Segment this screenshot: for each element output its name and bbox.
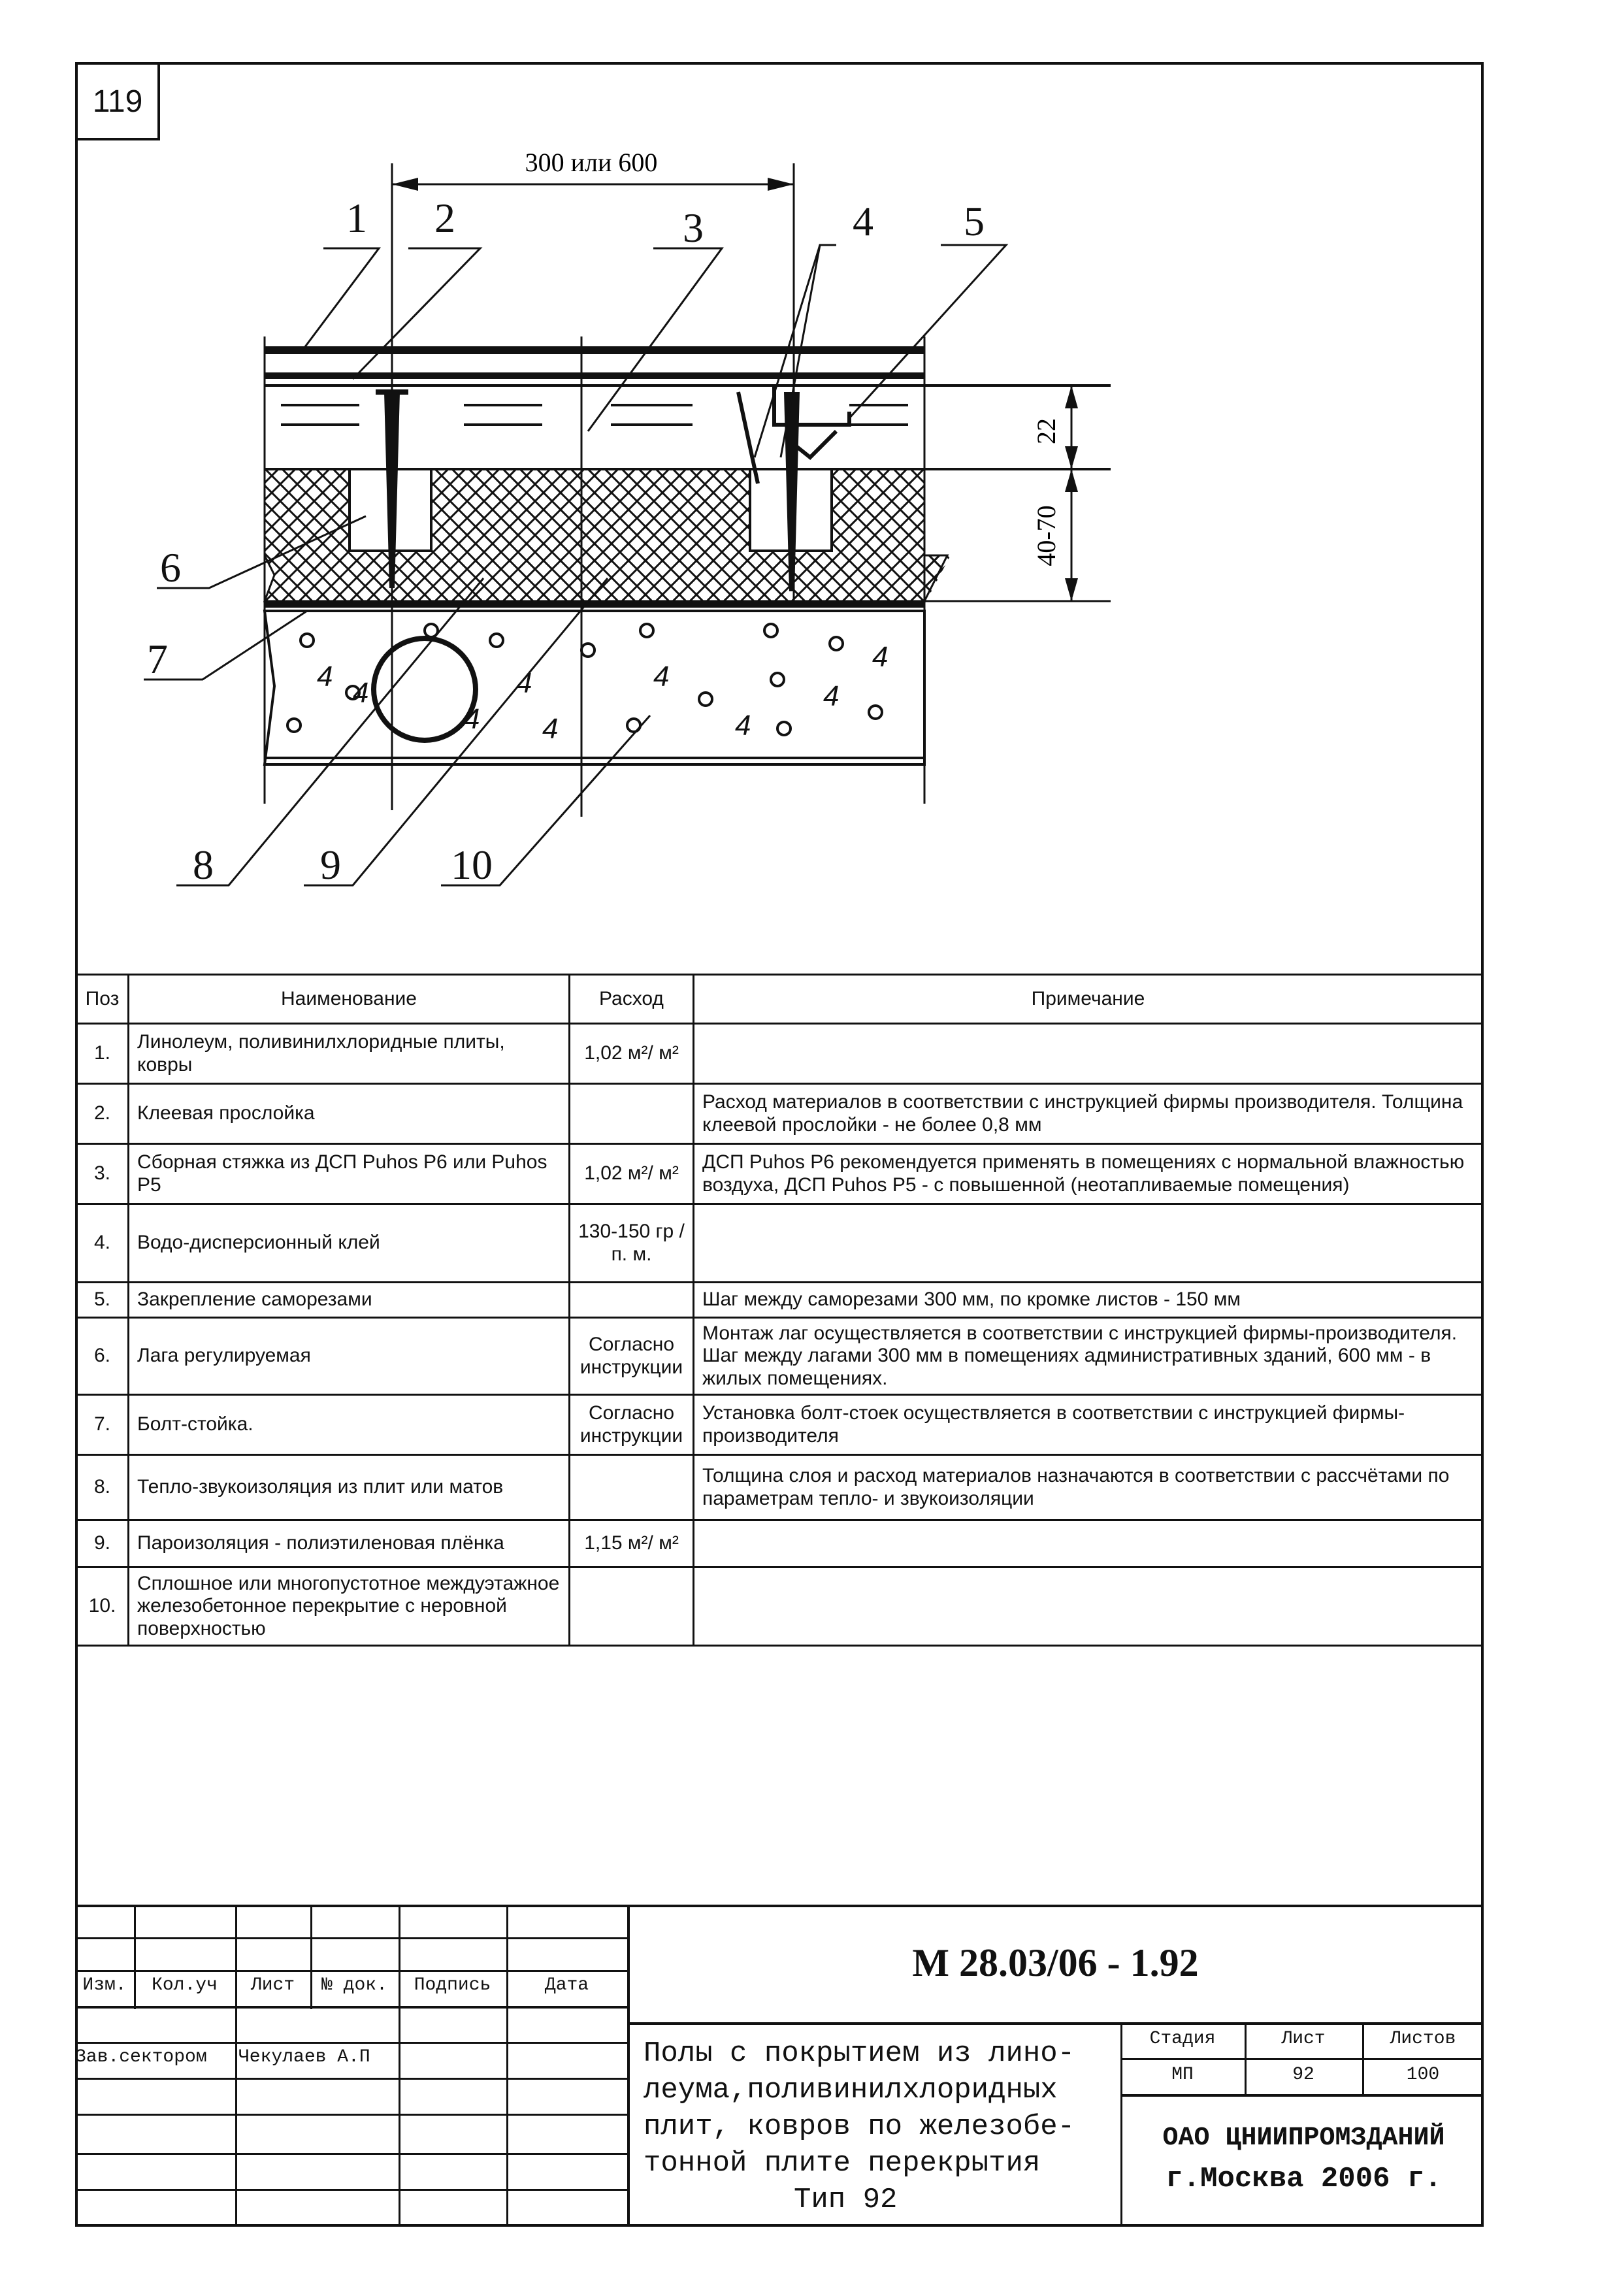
svg-text:4: 4 [542, 713, 559, 745]
sheet-number: 119 [75, 62, 160, 140]
header-note: Примечание [694, 975, 1483, 1024]
callout-1: 1 [346, 195, 367, 241]
row-rate [570, 1283, 694, 1318]
row-rate: 1,02 м²/ м² [570, 1144, 694, 1204]
sheets-value: 100 [1406, 2065, 1440, 2085]
row-rate: Согласно инструкции [570, 1318, 694, 1395]
dimension-40-70: 40-70 [1032, 505, 1061, 566]
row-note: Монтаж лаг осуществляется в соответствии с инструкцией фирмы-производителя. Шаг между лагами 300 мм в помещениях административных зданий, 600 мм - в жилых помещениях. [694, 1318, 1483, 1395]
title-line: тонной плите перекрытия [644, 2147, 1041, 2180]
col-date: Дата [544, 1975, 589, 1995]
row-pos: 8. [76, 1455, 129, 1520]
role-label: Зав.сектором [75, 2047, 207, 2067]
header-pos: Поз [76, 975, 129, 1024]
row-name: Лага регулируемая [129, 1318, 570, 1395]
row-rate: Согласно инструкции [570, 1395, 694, 1455]
col-list: Лист [250, 1975, 295, 1995]
row-pos: 5. [76, 1283, 129, 1318]
row-note: Установка болт-стоек осуществляется в соответствии с инструкцией фирмы-производителя [694, 1395, 1483, 1455]
col-kol-uch: Кол.уч [152, 1975, 218, 1995]
table-row [76, 1024, 1483, 1084]
stage-label: Стадия [1149, 2029, 1216, 2049]
row-rate: 130-150 гр /п. м. [570, 1204, 694, 1283]
svg-text:4: 4 [464, 703, 480, 735]
svg-text:4: 4 [872, 641, 889, 673]
document-title [644, 2035, 1120, 2218]
callout-10: 10 [451, 842, 493, 888]
col-izm: Изм. [82, 1975, 127, 1995]
table-row [76, 1318, 1483, 1395]
row-pos: 2. [76, 1084, 129, 1144]
svg-text:4: 4 [735, 710, 751, 742]
row-name: Тепло-звукоизоляция из плит или матов [129, 1455, 570, 1520]
row-pos: 3. [76, 1144, 129, 1204]
row-rate [570, 1084, 694, 1144]
title-block [75, 1905, 1484, 2227]
dimension-22: 22 [1032, 418, 1061, 444]
sheet-value: 92 [1292, 2065, 1314, 2085]
type-line: Тип 92 [794, 2184, 898, 2216]
header-name: Наименование [129, 975, 570, 1024]
svg-text:4: 4 [353, 677, 369, 709]
svg-text:4: 4 [653, 661, 670, 693]
row-note: ДСП Puhos P6 рекомендуется применять в помещениях с нормальной влажностью воздуха, ДСП Puhos P5 - с повышенной (неотапливаемые помещения) [694, 1144, 1483, 1204]
floor-section-drawing [0, 0, 1615, 974]
title-line: леума,поливинилхлоридных [644, 2074, 1058, 2107]
row-note: Расход материалов в соответствии с инструкцией фирмы производителя. Толщина клеевой прослойки - не более 0,8 мм [694, 1084, 1483, 1144]
dimension-top: 300 или 600 [525, 148, 658, 177]
row-note [694, 1567, 1483, 1646]
row-note [694, 1520, 1483, 1567]
row-rate: 1,15 м²/ м² [570, 1520, 694, 1567]
table-row [76, 1520, 1483, 1567]
row-pos: 4. [76, 1204, 129, 1283]
svg-text:4: 4 [516, 667, 532, 699]
row-name: Болт-стойка. [129, 1395, 570, 1455]
svg-text:4: 4 [823, 680, 840, 712]
row-name: Линолеум, поливинилхлоридные плиты, ковры [129, 1024, 570, 1084]
callout-6: 6 [160, 544, 181, 591]
col-doc: № док. [321, 1975, 387, 1995]
stage-value: МП [1171, 2065, 1194, 2085]
table-row [76, 1084, 1483, 1144]
svg-text:4: 4 [317, 661, 333, 693]
row-name: Клеевая прослойка [129, 1084, 570, 1144]
row-name: Сплошное или многопустотное междуэтажное железобетонное перекрытие с неровной поверхностью [129, 1567, 570, 1646]
sheets-label: Листов [1390, 2029, 1456, 2049]
table-row [76, 1144, 1483, 1204]
callout-5: 5 [964, 198, 985, 244]
title-line: Полы с покрытием из лино- [644, 2037, 1075, 2070]
header-rate: Расход [570, 975, 694, 1024]
callout-9: 9 [320, 842, 341, 888]
row-note: Шаг между саморезами 300 мм, по кромке листов - 150 мм [694, 1283, 1483, 1318]
row-rate [570, 1567, 694, 1646]
row-note [694, 1204, 1483, 1283]
row-name: Сборная стяжка из ДСП Puhos P6 или Puhos P5 [129, 1144, 570, 1204]
row-name: Пароизоляция - полиэтиленовая плёнка [129, 1520, 570, 1567]
callout-3: 3 [683, 205, 704, 251]
row-pos: 1. [76, 1024, 129, 1084]
col-signature: Подпись [414, 1975, 491, 1995]
row-pos: 6. [76, 1318, 129, 1395]
table-row [76, 1395, 1483, 1455]
document-code: М 28.03/06 - 1.92 [912, 1941, 1199, 1984]
callout-7: 7 [147, 636, 168, 682]
organization: ОАО ЦНИИПРОМЗДАНИЙ [1162, 2124, 1445, 2153]
specification-table [75, 974, 1484, 1647]
title-line: плит, ковров по железобе- [644, 2110, 1075, 2143]
table-header-row [76, 975, 1483, 1024]
table-row [76, 1455, 1483, 1520]
row-name: Закрепление саморезами [129, 1283, 570, 1318]
callout-2: 2 [434, 195, 455, 241]
callout-8: 8 [193, 842, 214, 888]
row-name: Водо-дисперсионный клей [129, 1204, 570, 1283]
callout-4: 4 [853, 198, 873, 244]
row-pos: 10. [76, 1567, 129, 1646]
person-name: Чекулаев А.П [238, 2047, 370, 2067]
row-note: Толщина слоя и расход материалов назначаются в соответствии с рассчётами по параметрам тепло- и звукоизоляции [694, 1455, 1483, 1520]
sheet-label: Лист [1281, 2029, 1326, 2049]
row-note [694, 1024, 1483, 1084]
table-row [76, 1283, 1483, 1318]
table-row [76, 1204, 1483, 1283]
row-rate: 1,02 м²/ м² [570, 1024, 694, 1084]
table-row [76, 1567, 1483, 1646]
row-rate [570, 1455, 694, 1520]
row-pos: 9. [76, 1520, 129, 1567]
city-year: г.Москва 2006 г. [1166, 2163, 1442, 2195]
row-pos: 7. [76, 1395, 129, 1455]
